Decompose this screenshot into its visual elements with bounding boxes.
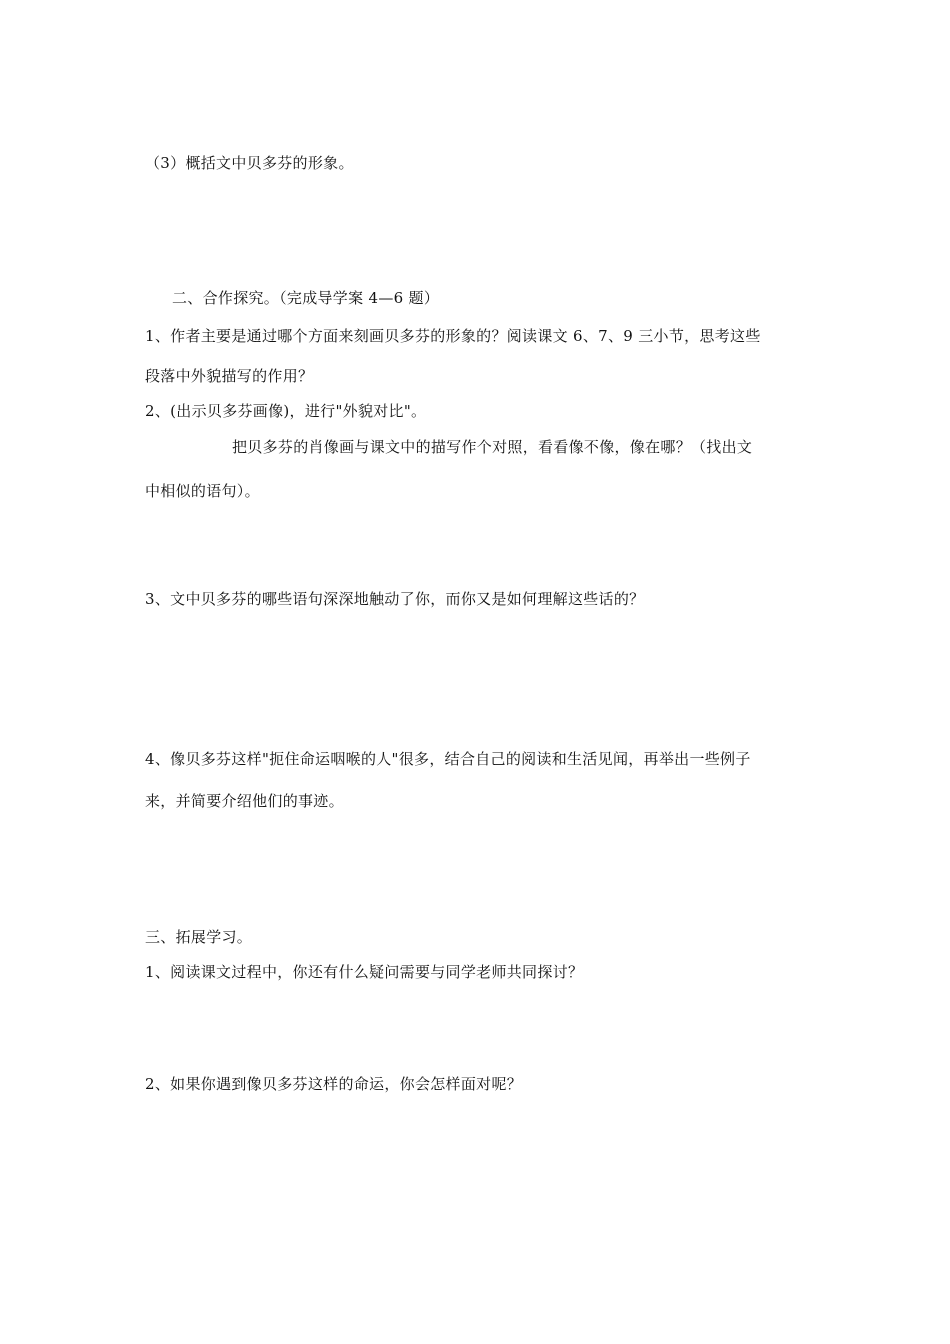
- question-2-line-2: 把贝多芬的肖像画与课文中的描写作个对照，看看像不像，像在哪？（找出文: [232, 438, 753, 456]
- question-2-line-1: 2、(出示贝多芬画像)，进行"外貌对比"。: [145, 402, 427, 420]
- question-2-line-3: 中相似的语句）。: [145, 482, 260, 500]
- question-1-line-1: 1、作者主要是通过哪个方面来刻画贝多芬的形象的？阅读课文 6、7、9 三小节，思考这些: [145, 327, 761, 345]
- extended-question-1: 1、阅读课文过程中，你还有什么疑问需要与同学老师共同探讨？: [145, 963, 584, 981]
- section-heading-cooperative-inquiry: 二、合作探究。（完成导学案 4—6 题）: [172, 289, 440, 307]
- question-1-line-2: 段落中外貌描写的作用？: [145, 367, 314, 385]
- question-summarize-image: （3）概括文中贝多芬的形象。: [145, 154, 354, 172]
- section-heading-extended-learning: 三、拓展学习。: [145, 928, 253, 946]
- question-4-line-1: 4、像贝多芬这样"扼住命运咽喉的人"很多，结合自己的阅读和生活见闻，再举出一些例子: [145, 750, 751, 768]
- question-4-line-2: 来，并简要介绍他们的事迹。: [145, 792, 344, 810]
- question-3: 3、文中贝多芬的哪些语句深深地触动了你，而你又是如何理解这些话的？: [145, 590, 645, 608]
- extended-question-2: 2、如果你遇到像贝多芬这样的命运，你会怎样面对呢？: [145, 1075, 523, 1093]
